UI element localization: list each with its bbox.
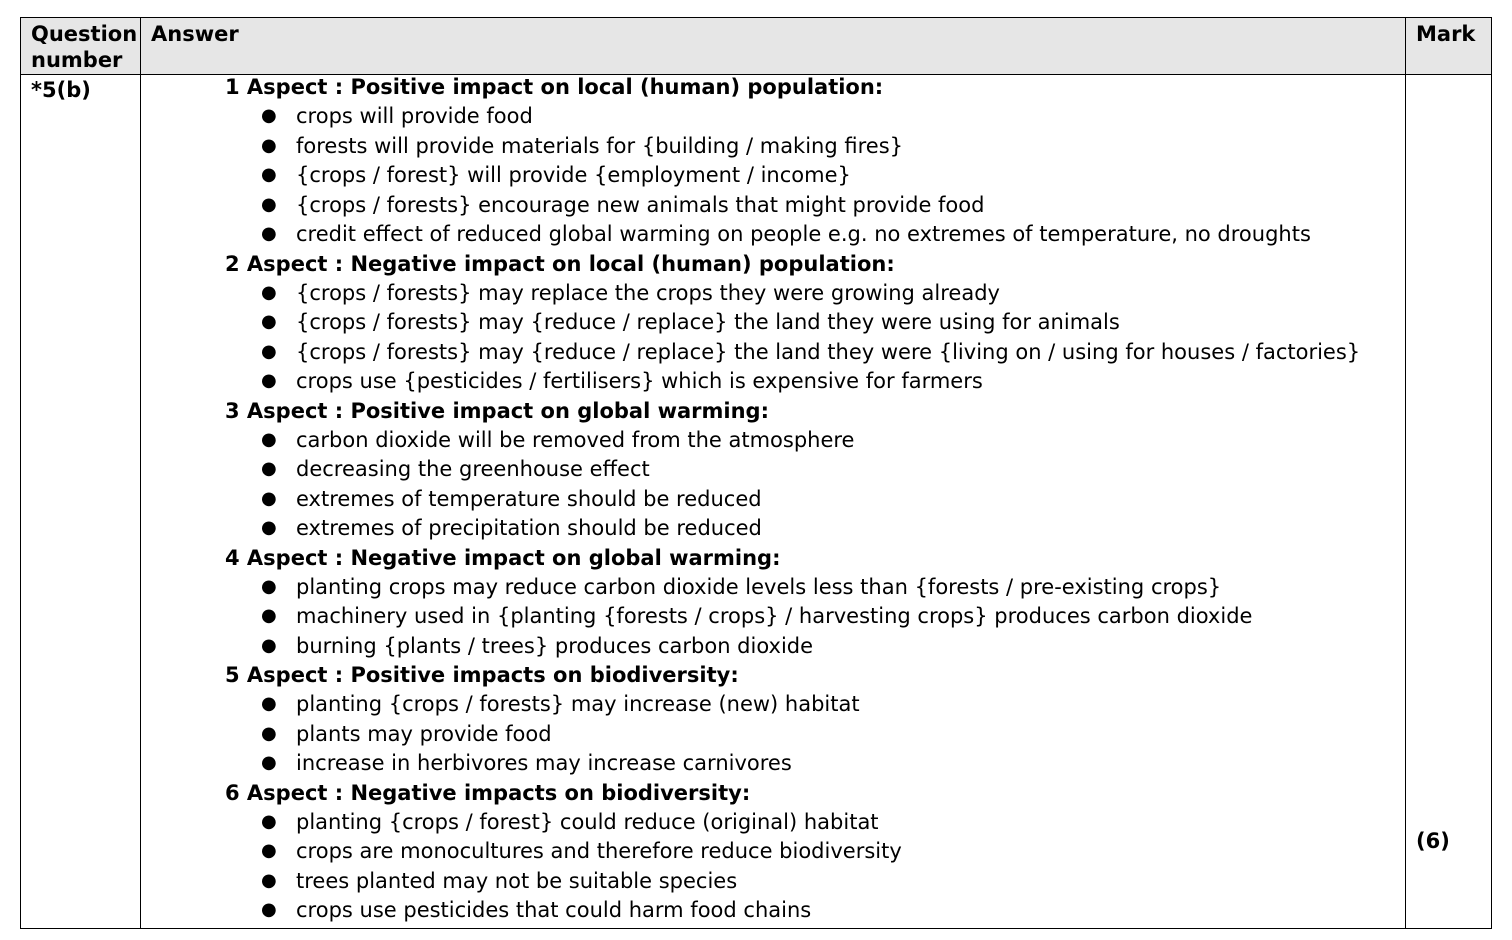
aspect-list [141,75,1405,928]
point-text: {crops / forests} may {reduce / replace} the land they were using for animals [296,310,1120,334]
bullet-icon: ● [261,575,277,597]
list-item [225,869,1405,899]
aspect-title: 3 Aspect : Positive impact on global warming: [225,398,769,423]
bullet-icon: ● [261,164,277,185]
list-item [225,604,1405,634]
list-item [225,722,1405,752]
aspect-points [225,281,1405,399]
point-text: burning {plants / trees} produces carbon dioxide [296,633,814,658]
aspect-title: 6 Aspect : Negative impacts on biodiversity: [225,780,751,805]
bullet-icon: ● [261,458,277,479]
list-item [225,810,1405,840]
list-item [225,104,1405,134]
list-item [225,428,1405,458]
list-item [225,751,1405,781]
point-text: trees planted may not be suitable species [296,868,738,893]
bullet-icon: ● [261,634,277,656]
bullet-icon: ● [261,693,277,714]
bullet-icon: ● [261,869,277,891]
question-header-line-2: number [31,48,123,72]
bullet-icon: ● [261,722,277,744]
list-item [225,634,1405,664]
aspect-points [225,810,1405,928]
point-text: {crops / forest} will provide {employment / income} [296,163,851,187]
point-text: planting crops may reduce carbon dioxide levels less than {forests / pre-existing crops} [296,574,1222,599]
bullet-icon: ● [261,134,277,156]
bullet-icon: ● [261,105,277,126]
point-text: extremes of precipitation should be reduced [296,516,762,540]
bullet-icon: ● [261,340,277,362]
aspect-points [225,575,1405,664]
aspect-section [225,663,1405,781]
aspect-title: 4 Aspect : Negative impact on global warming: [225,545,781,570]
aspect-section [225,399,1405,546]
list-item [225,281,1405,311]
point-text: crops use pesticides that could harm food chains [296,898,812,922]
list-item [225,193,1405,223]
point-text: forests will provide materials for {building / making fires} [296,133,903,158]
point-text: crops are monocultures and therefore reduce biodiversity [296,839,902,863]
point-text: {crops / forests} encourage new animals that might provide food [296,192,985,217]
aspect-section [225,781,1405,928]
bullet-icon: ● [261,487,277,509]
point-text: credit effect of reduced global warming on people e.g. no extremes of temperature, no droughts [296,222,1311,246]
aspect-points [225,428,1405,546]
list-item [225,340,1405,370]
mark-scheme-table [20,17,1492,929]
answer-cell [141,75,1406,929]
aspect-title: 5 Aspect : Positive impacts on biodiversity: [225,663,739,687]
bullet-icon: ● [261,193,277,215]
list-item [225,134,1405,164]
list-item [225,487,1405,517]
bullet-icon: ● [261,810,277,832]
answer-header: Answer [141,18,1406,75]
point-text: crops use {pesticides / fertilisers} which is expensive for farmers [296,369,983,393]
bullet-icon: ● [261,428,277,450]
question-number: *5(b) [31,78,91,102]
list-item [225,692,1405,722]
point-text: carbon dioxide will be removed from the atmosphere [296,427,855,452]
point-text: crops will provide food [296,104,533,128]
aspect-section [225,546,1405,664]
list-item [225,163,1405,193]
aspect-points [225,692,1405,781]
aspect-section [225,75,1405,252]
bullet-icon: ● [261,311,277,332]
bullet-icon: ● [261,840,277,861]
mark-header: Mark [1406,18,1492,75]
question-number-cell [21,75,141,929]
list-item [225,839,1405,869]
bullet-icon: ● [261,605,277,626]
mark-cell [1406,75,1492,929]
bullet-icon: ● [261,517,277,538]
point-text: planting {crops / forests} may increase (new) habitat [296,692,860,716]
bullet-icon: ● [261,281,277,303]
aspect-section [225,252,1405,399]
bullet-icon: ● [261,370,277,391]
list-item [225,310,1405,340]
point-text: increase in herbivores may increase carnivores [296,751,792,775]
list-item [225,575,1405,605]
list-item [225,457,1405,487]
point-text: {crops / forests} may {reduce / replace} the land they were {living on / using for houses / factories} [296,339,1361,364]
point-text: plants may provide food [296,721,552,746]
list-item [225,222,1405,252]
bullet-icon: ● [261,752,277,773]
mark-value: (6) [1416,829,1450,853]
point-text: decreasing the greenhouse effect [296,457,650,481]
point-text: extremes of temperature should be reduced [296,486,762,511]
header-row [21,18,1492,75]
question-number-header [21,18,141,75]
bullet-icon: ● [261,223,277,244]
aspect-title: 2 Aspect : Negative impact on local (human) population: [225,251,895,276]
point-text: machinery used in {planting {forests / crops} / harvesting crops} produces carbon dioxide [296,604,1253,628]
list-item [225,369,1405,399]
answer-row [21,75,1492,929]
list-item [225,516,1405,546]
point-text: planting {crops / forest} could reduce (original) habitat [296,809,879,834]
list-item [225,898,1405,928]
question-header-line-1: Question [31,22,138,46]
point-text: {crops / forests} may replace the crops they were growing already [296,280,1000,305]
aspect-title: 1 Aspect : Positive impact on local (human) population: [225,75,884,99]
aspect-points [225,104,1405,252]
bullet-icon: ● [261,899,277,920]
